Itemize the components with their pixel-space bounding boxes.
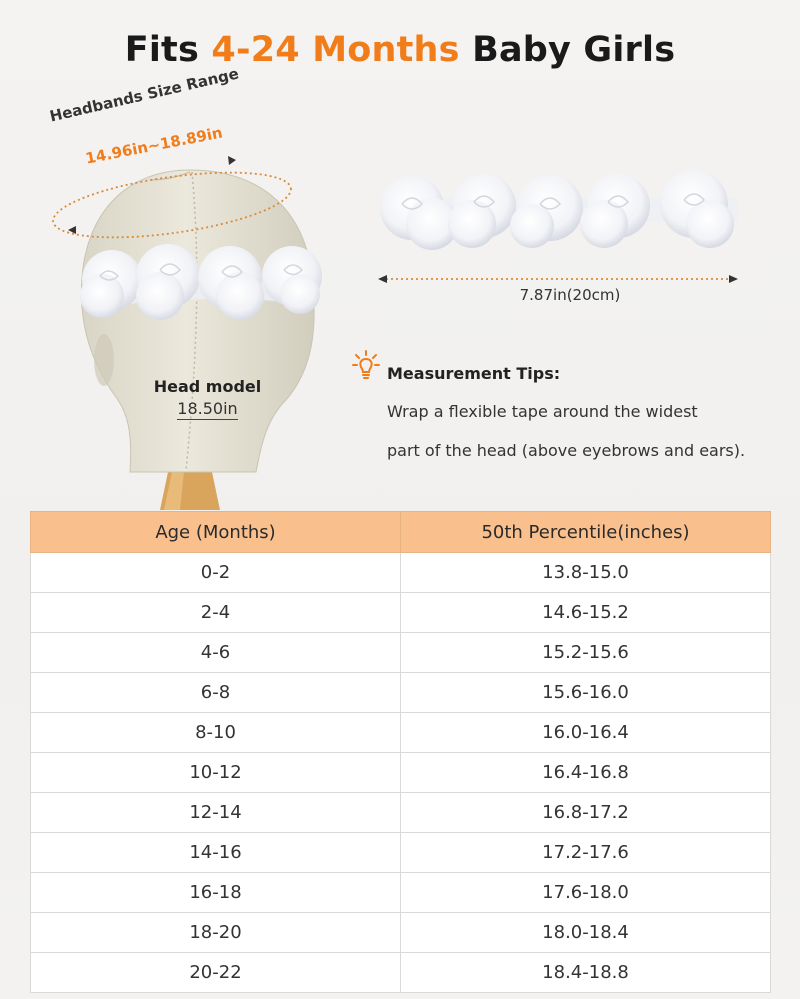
headband-length-arrow — [378, 272, 738, 286]
table-row — [31, 913, 771, 953]
table-row — [31, 553, 771, 593]
size-range-value: 14.96in~18.89in — [84, 123, 224, 168]
table-row — [31, 593, 771, 633]
title-highlight: 4-24 Months — [211, 30, 460, 70]
percentile-cell: 15.2-15.6 — [401, 633, 771, 673]
table-row — [31, 753, 771, 793]
tips-title: Measurement Tips: — [387, 364, 561, 383]
age-cell: 12-14 — [31, 793, 401, 833]
percentile-cell: 14.6-15.2 — [401, 593, 771, 633]
head-model-value — [150, 399, 265, 418]
table-row — [31, 833, 771, 873]
tips-line-2: part of the head (above eyebrows and ears). — [387, 441, 746, 460]
head-model-label: Head model — [153, 377, 262, 396]
percentile-cell: 15.6-16.0 — [401, 673, 771, 713]
age-cell: 0-2 — [31, 553, 401, 593]
headband-illustration — [372, 168, 748, 268]
age-cell: 20-22 — [31, 953, 401, 993]
table-row — [31, 713, 771, 753]
age-cell: 8-10 — [31, 713, 401, 753]
percentile-cell: 16.0-16.4 — [401, 713, 771, 753]
header-percentile: 50th Percentile(inches) — [401, 512, 771, 553]
age-cell: 10-12 — [31, 753, 401, 793]
percentile-cell: 18.0-18.4 — [401, 913, 771, 953]
table-row — [31, 793, 771, 833]
title-suffix: Baby Girls — [472, 30, 676, 70]
age-cell: 14-16 — [31, 833, 401, 873]
table-header-row — [31, 512, 771, 553]
age-cell: 2-4 — [31, 593, 401, 633]
size-range-label: Headbands Size Range — [48, 64, 241, 126]
percentile-cell: 17.2-17.6 — [401, 833, 771, 873]
age-cell: 6-8 — [31, 673, 401, 713]
head-model-illustration — [0, 100, 360, 510]
table-row — [31, 633, 771, 673]
age-cell: 16-18 — [31, 873, 401, 913]
tips-line-1: Wrap a flexible tape around the widest — [387, 402, 698, 421]
age-cell: 4-6 — [31, 633, 401, 673]
headband-length: 7.87in(20cm) — [519, 286, 621, 304]
age-cell: 18-20 — [31, 913, 401, 953]
lightbulb-icon — [352, 350, 380, 380]
header-age: Age (Months) — [31, 512, 401, 553]
page-title — [0, 30, 800, 70]
table-row — [31, 953, 771, 993]
head-model-measurement: 18.50in — [177, 399, 238, 418]
percentile-cell: 16.4-16.8 — [401, 753, 771, 793]
percentile-cell: 13.8-15.0 — [401, 553, 771, 593]
percentile-cell: 18.4-18.8 — [401, 953, 771, 993]
table-row — [31, 873, 771, 913]
table-row — [31, 673, 771, 713]
title-prefix: Fits — [124, 30, 200, 70]
size-table — [30, 511, 771, 993]
percentile-cell: 16.8-17.2 — [401, 793, 771, 833]
percentile-cell: 17.6-18.0 — [401, 873, 771, 913]
